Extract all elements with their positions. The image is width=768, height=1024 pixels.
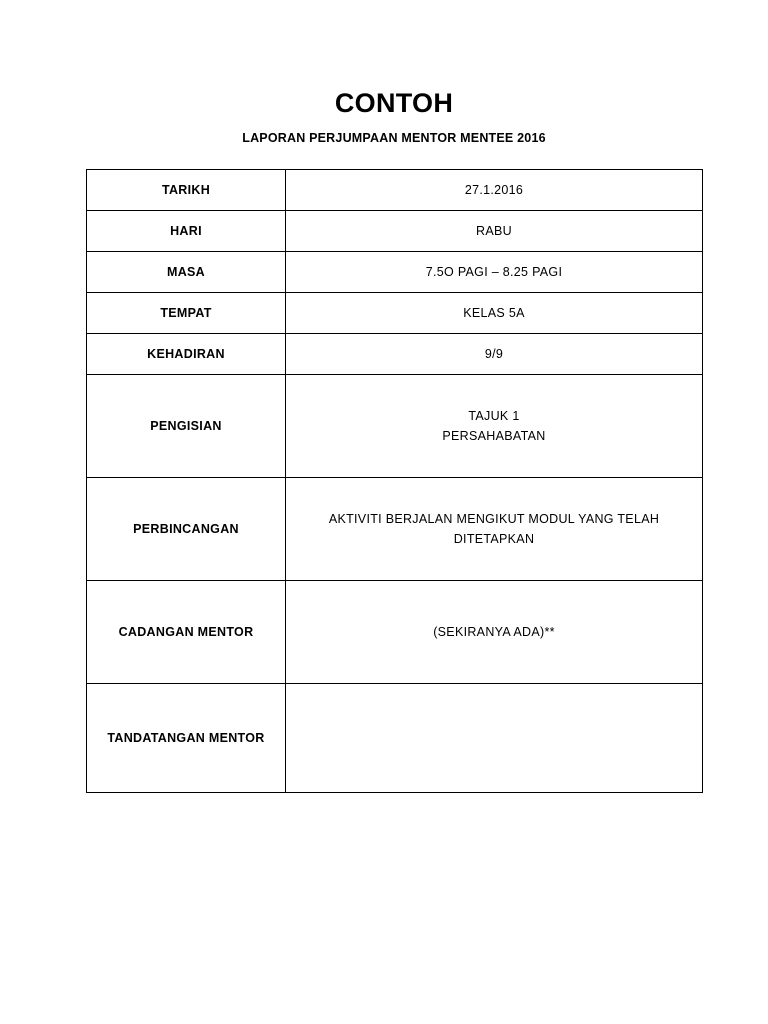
row-value: 7.5O PAGI – 8.25 PAGI bbox=[286, 252, 703, 293]
row-label: TARIKH bbox=[87, 170, 286, 211]
row-label: CADANGAN MENTOR bbox=[87, 581, 286, 684]
report-table bbox=[86, 169, 703, 793]
row-label: KEHADIRAN bbox=[87, 334, 286, 375]
table-row-hari bbox=[87, 211, 703, 252]
signature-field bbox=[286, 684, 703, 793]
table-row-cadangan-mentor bbox=[87, 581, 703, 684]
row-value: 9/9 bbox=[286, 334, 703, 375]
row-value: KELAS 5A bbox=[286, 293, 703, 334]
table-row-tempat bbox=[87, 293, 703, 334]
row-label: HARI bbox=[87, 211, 286, 252]
table-row-masa bbox=[87, 252, 703, 293]
table-row-perbincangan bbox=[87, 478, 703, 581]
document-subtitle: LAPORAN PERJUMPAAN MENTOR MENTEE 2016 bbox=[242, 131, 546, 145]
row-value bbox=[286, 375, 703, 478]
table-row-kehadiran bbox=[87, 334, 703, 375]
row-label: MASA bbox=[87, 252, 286, 293]
value-line: PERSAHABATAN bbox=[442, 429, 546, 443]
value-line: AKTIVITI BERJALAN MENGIKUT MODUL YANG TELAH bbox=[328, 512, 660, 526]
table-row-tandatangan-mentor bbox=[87, 684, 703, 793]
row-value: (SEKIRANYA ADA)** bbox=[286, 581, 703, 684]
row-value bbox=[286, 478, 703, 581]
row-value: RABU bbox=[286, 211, 703, 252]
row-label: PERBINCANGAN bbox=[87, 478, 286, 581]
row-label: TEMPAT bbox=[87, 293, 286, 334]
table-row-tarikh bbox=[87, 170, 703, 211]
document-title: CONTOH bbox=[334, 88, 454, 118]
value-line: DITETAPKAN bbox=[453, 532, 535, 546]
value-line: TAJUK 1 bbox=[468, 409, 520, 423]
row-label: PENGISIAN bbox=[87, 375, 286, 478]
row-label: TANDATANGAN MENTOR bbox=[87, 684, 286, 793]
row-value: 27.1.2016 bbox=[286, 170, 703, 211]
table-row-pengisian bbox=[87, 375, 703, 478]
